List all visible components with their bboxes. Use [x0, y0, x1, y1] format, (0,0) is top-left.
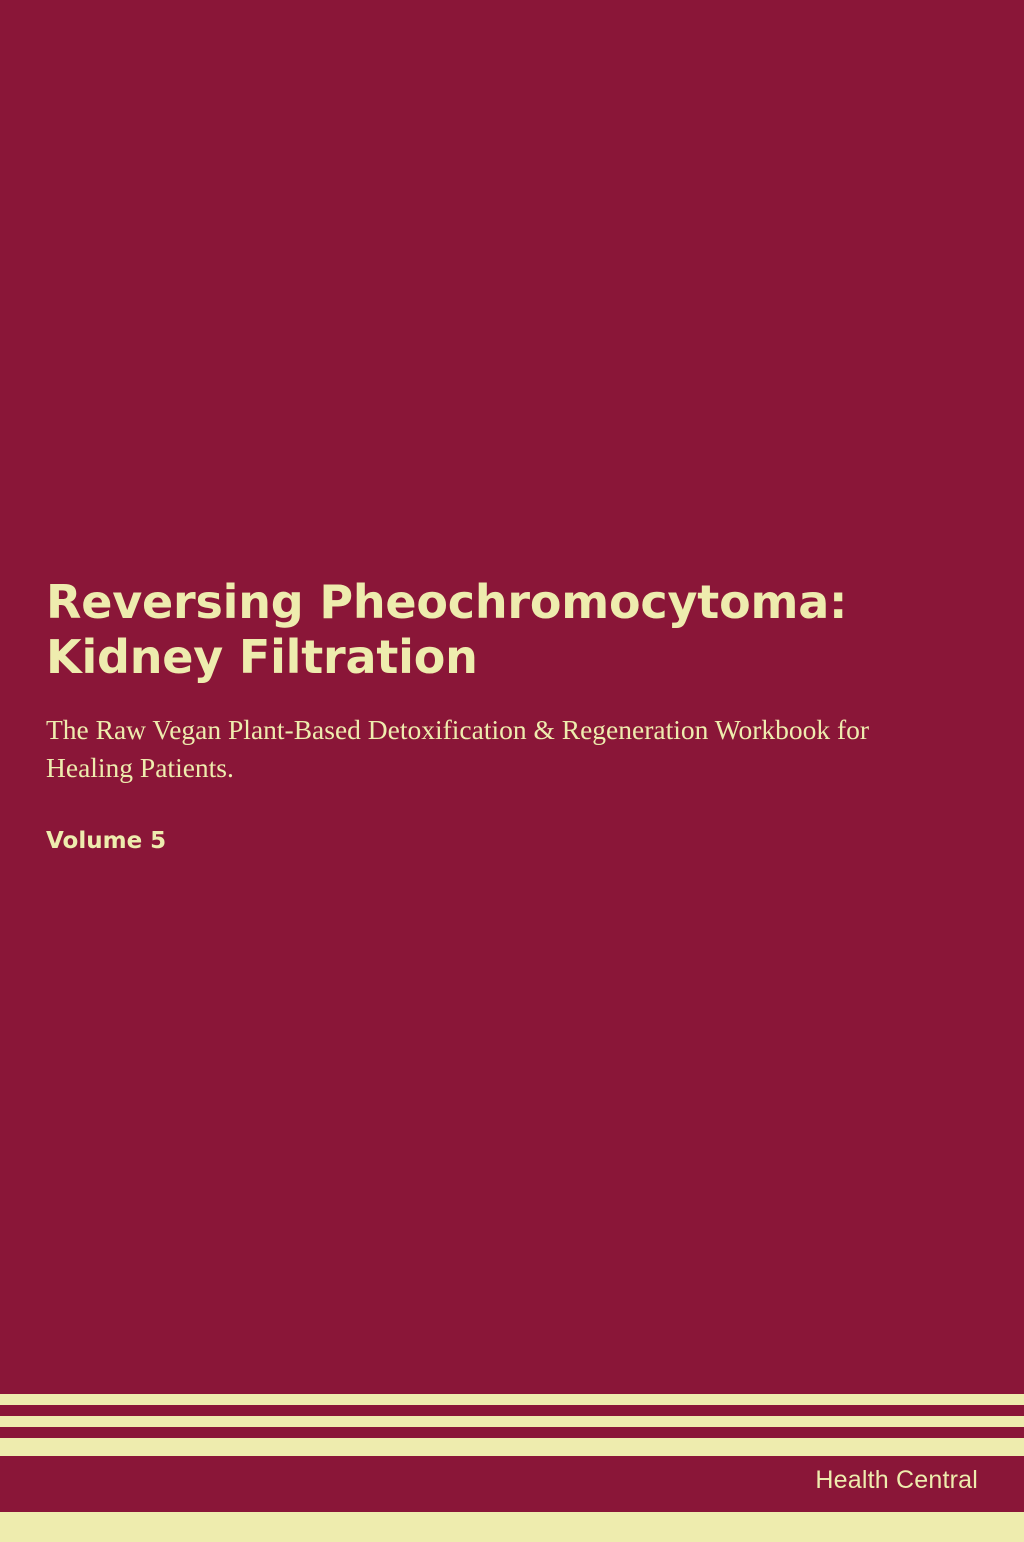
title-block — [46, 575, 926, 854]
book-subtitle: The Raw Vegan Plant-Based Detoxification & Regeneration Workbook for Healing Patients. — [46, 714, 870, 783]
volume-label: Volume 5 — [46, 827, 167, 854]
footer-band — [0, 1394, 1024, 1542]
stripe-divider — [0, 1438, 1024, 1456]
stripe-divider — [0, 1512, 1024, 1542]
page-title: Reversing Pheochromocytoma: Kidney Filtration — [46, 575, 848, 685]
stripe-divider — [0, 1394, 1024, 1405]
publisher-name: Health Central — [815, 1466, 978, 1494]
stripe-divider — [0, 1416, 1024, 1427]
